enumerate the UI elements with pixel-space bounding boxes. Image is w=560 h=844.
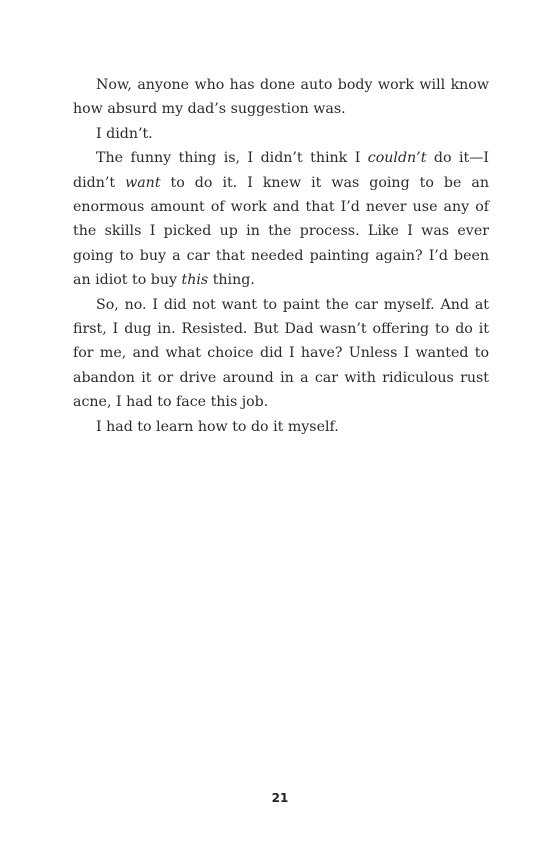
- paragraph-5-text: I had to learn how to do it myself.: [96, 418, 339, 435]
- paragraph-3-text-d: thing.: [208, 272, 255, 289]
- paragraph-2: [73, 122, 489, 146]
- paragraph-4-text: So, no. I did not want to paint the car myself. And at first, I dug in. Resisted. But Dad wasn’t offering to do it for me, and what choice did I have? Unless I wanted to abandon it or drive around in a car with ridiculous rust acne, I had to face this job.: [73, 296, 489, 411]
- paragraph-3-text-c: to do it. I knew it was going to be an enormous amount of work and that I’d never use any of the skills I picked up in the process. Like I was ever going to buy a car that needed painting again? I’d been an idiot to buy: [73, 174, 490, 289]
- paragraph-1: [73, 73, 489, 122]
- paragraph-5: [73, 415, 489, 439]
- body-text: [73, 73, 489, 439]
- paragraph-3-italic-couldnt: couldn’t: [367, 150, 427, 167]
- paragraph-3-italic-this: this: [181, 272, 209, 289]
- paragraph-4: [73, 293, 489, 415]
- paragraph-2-text: I didn’t.: [96, 125, 153, 142]
- paragraph-3-italic-want: want: [125, 174, 161, 191]
- paragraph-3-text-a: The funny thing is, I didn’t think I: [96, 150, 368, 167]
- page-number: 21: [271, 791, 289, 805]
- paragraph-3-text-b: do it—I didn’t: [73, 150, 489, 191]
- paragraph-3: [73, 146, 489, 292]
- paragraph-1-text: Now, anyone who has done auto body work will know how absurd my dad’s suggestion was.: [73, 77, 489, 118]
